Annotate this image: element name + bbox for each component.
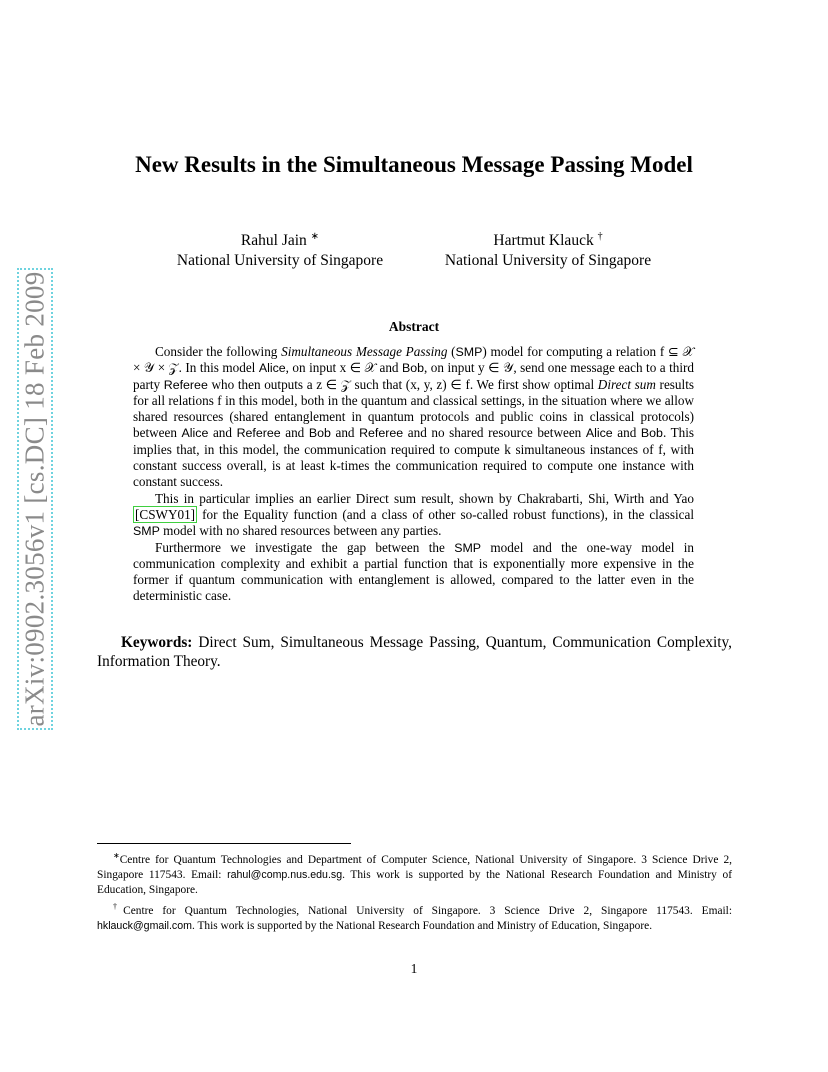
email-klauck[interactable]: hklauck@gmail.com [97, 919, 192, 932]
abstract-paragraph-1: Consider the following Simultaneous Message Passing (SMP) model for computing a relation f ⊆ 𝒳 × 𝒴 × 𝒵. In this model Alice, on input x ∈ 𝒳 and Bob, on input y ∈ 𝒴, send one message each to a third party Referee who then outputs a z ∈ 𝒵 such that (x, y, z) ∈ f. We first show optimal Direct sum results for all relations f in this model, both in the quantum and classical settings, in the situation where we allow shared resources (shared entanglement in quantum protocols and public coins in classical protocols) between Alice and Referee and Bob and Referee and no shared resource between Alice and Bob. This implies that, in this model, the communication required to compute k simultaneous instances of f, with constant success overall, is at least k-times the communication required to compute one instance with constant success. [133, 344, 695, 490]
smp-term: Simultaneous Message Passing [281, 344, 448, 359]
author-name: Rahul Jain [240, 232, 307, 250]
abstract-heading: Abstract [388, 319, 440, 334]
keywords-label: Keywords: [121, 634, 193, 651]
abstract-paragraph-2: This in particular implies an earlier Direct sum result, shown by Chakrabarti, Shi, Wirth and Yao [CSWY01] for the Equality function (and a class of other so-called robust functions), in the classical SMP model with no shared resources between any parties. [133, 490, 694, 539]
author-affiliation: National University of Singapore [176, 252, 384, 270]
footnote-1: ∗Centre for Quantum Technologies and Department of Computer Science, National University of Singapore. 3 Science Drive 2, Singapore 117543. Email: rahul@comp.nus.edu.sg. This work is supported by the National Research Foundation and Ministry of Education, Singapore. [97, 851, 732, 897]
author-name: Hartmut Klauck [493, 232, 594, 250]
keywords [97, 633, 732, 671]
footnotes [97, 848, 732, 934]
paper-title: New Results in the Simultaneous Message Passing Model [135, 152, 693, 177]
author-footnote-mark[interactable]: † [597, 231, 603, 242]
abstract-body [133, 344, 694, 605]
author-footnote-mark[interactable]: ∗ [310, 231, 320, 242]
footnote-2: †Centre for Quantum Technologies, National University of Singapore. 3 Science Drive 2, Singapore 117543. Email: hklauck@gmail.com. This work is supported by the National Research Foundation and Ministry of Education, Singapore. [97, 901, 733, 932]
author-block-jain [150, 227, 410, 271]
author-block-klauck [418, 227, 678, 271]
citation-link[interactable]: [CSWY01] [135, 506, 196, 522]
footnote-divider [97, 843, 351, 844]
keywords-text: Direct Sum, Simultaneous Message Passing, Quantum, Communication Complexity, Information Theory. [97, 634, 732, 670]
email-jain[interactable]: rahul@comp.nus.edu.sg [227, 869, 343, 882]
author-affiliation: National University of Singapore [444, 252, 652, 270]
abstract-paragraph-3: Furthermore we investigate the gap between the SMP model and the one-way model in communication complexity and exhibit a partial function that is exponentially more expensive in the former if quantum communication with entanglement is allowed, compared to the latter even in the deterministic case. [133, 539, 694, 604]
page-number: 1 [410, 961, 418, 976]
arxiv-stamp-text: arXiv:0902.3056v1 [cs.DC] 18 Feb 2009 [19, 271, 50, 727]
